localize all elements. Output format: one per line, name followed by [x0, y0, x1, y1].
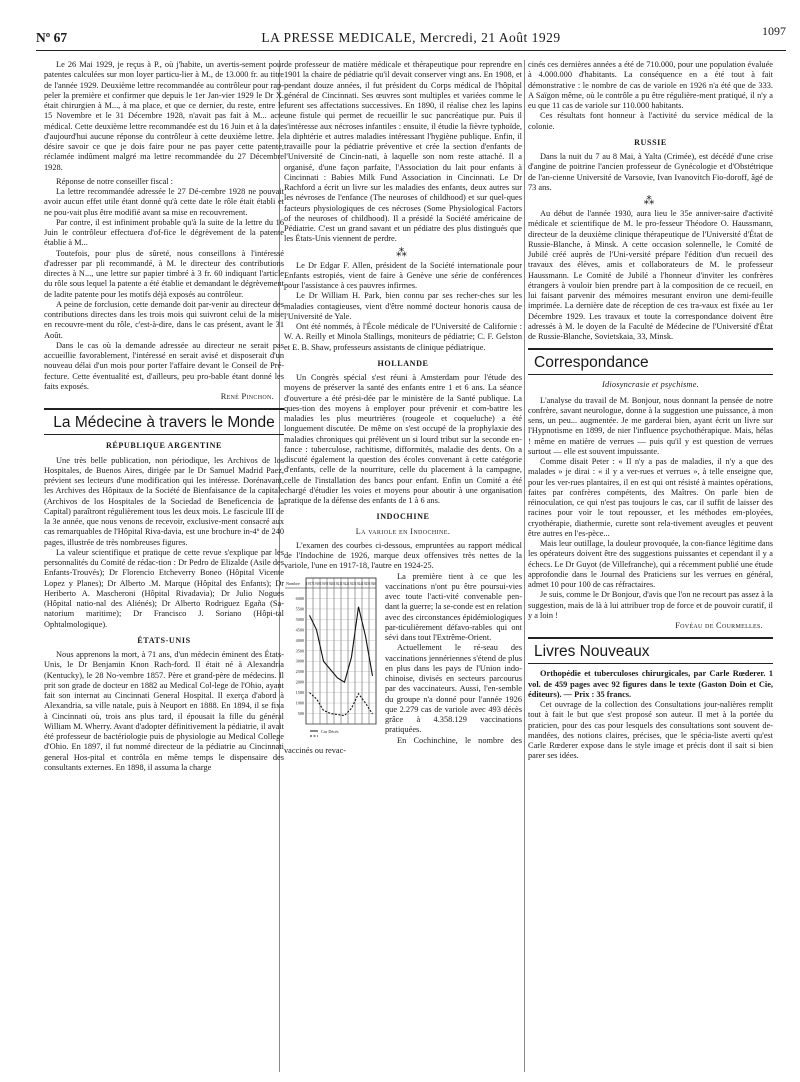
page-number: 1097: [762, 24, 786, 38]
column-2: [284, 60, 522, 756]
section-title-medecine-monde: La Médecine à travers le Monde: [44, 408, 284, 435]
paragraph: Cet ouvrage de la collection des Consultations jour-nalières remplit tout à fait le but que s'est proposé son auteur. Il met à la portée du praticien, pour des cas pour lesquels des consultations sont souvent de-mandées, des notions claires, précises, que le spécia-liste averti qu'est Carle Rœderer expose dans le style image et précis dont il sait si bien parer ses idées.: [528, 700, 773, 761]
book-entry: Orthopédie et tuberculoses chirurgicales, par Carle Rœderer. 1 vol. de 459 pages avec 92 figures dans le texte (Gaston Doin et Cie, éditeurs). — Prix : 35 francs.: [528, 669, 773, 699]
paragraph: L'analyse du travail de M. Bonjour, nous donnant la pensée de notre confrère, savant neurologue, donne à la suggestion une puissance, à mon sens, un peu... augmentée. Je me garderai bien, ayant écrit un livre sur l'Hypnotisme en 1899, de nier l'influence psychothérapique. Mais, hélas ! même en matière de verrues — puis qu'il y est question de verrues surtout — elle est souvent impuissante.: [528, 395, 773, 456]
chart-year-label: 1917: [305, 581, 314, 586]
chart-svg: [284, 574, 380, 742]
paragraph: La lettre recommandée adressée le 27 Dé-cembre 1928 ne pouvait avoir aucun effet utile étant donné qu'à cette date le rôle était établi et ne pou-vait plus être modifié avant sa mise en recouvrement.: [44, 187, 284, 217]
chart-year-label: 1920: [326, 581, 335, 586]
chart-year-label: 1924: [354, 581, 363, 586]
subsection-title: RÉPUBLIQUE ARGENTINE: [105, 441, 223, 451]
column-3: [528, 60, 773, 762]
paragraph: Réponse de notre conseiller fiscal :: [56, 176, 174, 186]
chart-tick-label: 4500: [295, 626, 304, 632]
paragraph: Mais leur outillage, la douleur provoquée, la con-fiance légitime dans les opérateurs doivent être des suggestions puissantes et cependant il y a échecs. Le Dr Guyot (de Villefranche), qui a récemment publié une étude approfondie dans le Journal des Praticiens sur les verrues en général, admet 10 pour 100 de cas réfractaires.: [528, 539, 773, 589]
paragraph: Au début de l'année 1930, aura lieu le 35e anniver-saire d'activité médicale et scientifique de M. le pro-fesseur Théodore O. Haussmann, directeur de la deuxième clinique thérapeutique de l'Université d'État de Russie-Blanche, à Minsk. A cette occasion solennelle, le Comité de Jubilé créé auprès de l'Uni-versité prépare l'édition d'un recueil des travaux des élèves, amis et collaborateurs de M. le professeur Haussmann. Le Comité de Jubilé a l'honneur d'inviter les confrères étrangers à vouloir bien prendre part à la composition de ce recueil, en lui faisant parvenir des mémoires mesurant environ une demi-feuille imprimée. La dernière date de réception de ces tra-vaux est fixée au 1er Décembre 1929. Les travaux et toute la correspondance doivent être adressés à M. le doyen de la Faculté de Médecine de l'Université d'État de Russie-Blanche, Sovietskaia, 33, Minsk.: [528, 209, 773, 341]
issue-number: Nº 67: [36, 30, 68, 45]
paragraph: Dans la nuit du 7 au 8 Mai, à Yalta (Crimée), est décédé d'une crise d'angine de poitrine l'ancien professeur de Gynécologie et d'Obstétrique de l'an-cienne Université de Varsovie, Ivan Ivanovitch Fio-doroff, âgé de 73 ans.: [528, 152, 773, 192]
chart-column-header: Nombre: [286, 580, 300, 586]
subsection-title: HOLLANDE: [377, 358, 429, 368]
chart-tick-label: 3500: [295, 647, 304, 653]
chart-year-label: 1926: [368, 581, 377, 586]
chart-tick-label: 1500: [295, 689, 304, 695]
paragraph: Ces résultats font honneur à l'activité du service médical de la colonie.: [528, 111, 773, 131]
paragraph: Toutefois, pour plus de sûreté, nous conseillons à l'intéressé d'adresser par pli recommandé, à M. le directeur des contributions directes à N..., une lettre sur papier timbré à 3 fr. 60 indiquant l'article du rôle sous lequel la patente a été établie et demandant le dégrèvement de ladite patente pour les motifs déjà exposés au contrôleur.: [44, 248, 284, 299]
chart-tick-label: 500: [297, 710, 304, 716]
chart-tick-label: 2500: [295, 668, 304, 674]
chart-year-label: 1919: [319, 581, 328, 586]
paragraph: Dans le cas où la demande adressée au directeur ne serait pas accueillie favorablement, l'intéressé en serait avisé et disposerait d'un nouveau délai d'un mois pour porter l'affaire devant le Conseil de Pré-fecture. Cette éventualité est, d'ailleurs, peu pro-bable étant donné les faits exposés.: [44, 340, 284, 391]
paragraph: Je suis, comme le Dr Bonjour, d'avis que l'on ne recourt pas assez à la suggestion, mais de là à lui attribuer trop de force et de pouvoir curatif, il y a loin !: [528, 590, 773, 620]
signature: René Pinchon.: [220, 392, 274, 401]
section-separator: ⁂: [396, 246, 410, 259]
chart-year-label: 1923: [347, 581, 356, 586]
paragraph: Nous apprenons la mort, à 71 ans, d'un médecin éminent des États-Unis, le Dr Benjamin Knon Rach-ford. Il était né à Alexandria (Kentucky), le 28 No-vembre 1857. Père et grand-père de médecins. Il prit son grade de docteur en 1882 au Medical Col-lege de l'Ohio, ayant fait son internat au Cincinnati General Hospital. Il exerça d'abord à Alexandria, sa ville natale, puis à Neuport en 1888. En 1894, il se fixa à Cincinnati où, trois ans plus tard, il épousait la fille du général William M. Wherry. Avant d'adopter définitivement la pédiatrie, il avait été professeur de bactériologie puis de physiologie au Medical College d'Ohio. En 1897, il fut nommé directeur de la pédiatrie au Cincinnati general Hos-pital et contrôla en même temps le dispensaire des consultants externes. En 1898, il assuma la charge: [44, 650, 284, 772]
paragraph: Le Dr Edgar F. Allen, président de la Société internationale pour Enfants estropiés, vient de faire à Genève une série de conférences pour l'assistance à ces pauvres infirmes.: [284, 260, 522, 290]
paragraph: de professeur de matière médicale et thérapeutique pour reprendre en 1901 la chaire de pédiatrie qu'il devait conserver vingt ans. En 1908, et pendant douze années, il fut président du Corps médical de l'hôpital général de Cincinnati. Ses œuvres sont multiples et variées comme le furent ses affectations successives. En 1890, il réalise chez les lapins une fistule qui permet de recueillir le suc pancréatique pur. Puis il s'intéresse aux nécroses infantiles : ensuite, il étudie la fièvre typhoïde, la diphtérie et autres maladies intéressant l'hygiène publique. Enfin, il travaille pour la pédiatrie préventive et crée la section d'enfants de l'Université de Cincin-nati, à laquelle son nom reste attaché. Il a organisé, d'une façon parfaite, l'Association du lait pour enfants à Cincinnati : Babies Milk Fund Association in Cincinnati. Le Dr Rachford a écrit un livre sur les maladies des enfants, deux autres sur les névroses de l'enfance (The neuroses of childhood) et sur quel-ques facteurs physiologiques de ces nécroses (Some Physiological Factors of the neuroses of childhood). Il a présidé la Société américaine de Pédiatrie. C'est un grand savant et un pédiatre des plus distingués que les États-Unis viennent de perdre.: [284, 60, 522, 244]
section-title-correspondance: Correspondance: [528, 348, 773, 375]
paragraph: Le Dr William H. Park, bien connu par ses recher-ches sur les maladies contagieuses, vient d'être nommé docteur honoris causa de l'Université de Yale.: [284, 291, 522, 321]
smallpox-chart: [284, 574, 380, 742]
article-subtitle: Idiosyncrasie et psychisme.: [602, 380, 699, 390]
journal-title: LA PRESSE MEDICALE, Mercredi, 21 Août 1929: [261, 30, 561, 45]
chart-tick-label: 2000: [295, 679, 304, 685]
chart-tick-label: 3000: [295, 658, 304, 664]
chart-tick-label: 5500: [295, 605, 304, 611]
chart-year-label: 1918: [312, 581, 321, 586]
subsection-subtitle: La variole en Indochine.: [355, 526, 451, 536]
paragraph: cinés ces dernières années a été de 710.000, pour une population évaluée à 4.000.000 d'habitants. La conséquence en a été tout à fait démonstrative : le nombre de cas de variole en 1926 n'a été que de 333. A Saïgon même, où le contrôle a pu être régulière-ment pratiqué, il n'y a eu que 11 cas de variole sur 110.000 habitants.: [528, 60, 773, 110]
subsection-title: RUSSIE: [634, 137, 667, 147]
paragraph: Comme disait Peter : « Il n'y a pas de maladies, il n'y a que des malades » je dirai : « il y a ver-rues et verrues », à telle enseigne que, pour les ver-rues plantaires, il en est qui ont résisté à maintes opérations, faites par confrères compétents, des Maîtres. On parle bien de réinoculation, ce qui n'est pas toujours le cas, car il suffit de laisser des racines pour voir le tout repousser, et les méthodes em-ployées, cryothérapie, diathermie, curette sont rela-tivement aveugles et peuvent être autres en l'es-pèce...: [528, 457, 773, 538]
chart-year-label: 1922: [340, 581, 349, 586]
subsection-title: ÉTATS-UNIS: [137, 635, 191, 645]
paragraph: Une très belle publication, non périodique, les Archivos de los Hospitales, de Buenos Aires, dirigée par le Dr Samuel Madrid Paez, prévient ses lecteurs d'une modification qui les intéresse. Dorénavant, les Archives des Hôpitaux de la Société de Bienfaisance de la capitale (Archivos de los Hospitales de la Sociedad de Beneficencia de la Capital) paraîtront régulièrement tous les deux mois. Le fascicule III de la 3e année, que nous venons de recevoir, exclusive-ment consacré aux cas remarquables de l'Hôpital Riva-davia, est une brochure in-4º de 240 pages, illustrée de très nombreuses figures.: [44, 455, 284, 547]
paragraph: Le 26 Mai 1929, je reçus à P., où j'habite, un avertis-sement pour patentes calculées sur mon loyer particu-lier à M., de 13.000 fr. au titre de l'année 1929. Deuxième lettre recommandée au contrôleur pour rap-peler la première et confirmer que depuis le 1er Jan-vier 1929 le Dr X. était chirurgien à M..., à ma place, et que ce dernier, du reste, entre le 15 Novembre et le 31 Décembre 1928, n'avait pas fait à M... acte médical. Cette deuxième lettre recommandée est du 16 Juin et à la date d'aujourd'hui aucune réponse du contrôleur à cette deuxième lettre. Je désire savoir ce que je dois faire pour ne pas payer cette patente, réclamée indûment malgré ma lettre recommandée du 27 Décembre 1928.: [44, 60, 284, 172]
column-1: [44, 60, 284, 773]
chart-tick-label: 1000: [295, 700, 304, 706]
column-divider: [524, 60, 525, 1072]
paragraph: L'examen des courbes ci-dessous, empruntées au rapport médical de l'Indochine de 1926, marque deux offensives très nettes de la variole, l'une en 1917-18, l'autre en 1924-25.: [284, 540, 522, 571]
paragraph: La première tient à ce que les vaccinations n'ont pu être poursui-vies avec toute l'acti-vité convenable pen-dant la guerre; la se-conde est en relation avec des circonstances épidémiologiques par-ticulièrement défavo-rables qui ont sévi dans tout l'Extrême-Orient.: [385, 571, 522, 642]
paragraph: Par contre, il est infiniment probable qu'à la suite de la lettre du 16 Juin le contrôleur effectuera d'of-fice le dégrèvement de la patente établie à M...: [44, 217, 284, 248]
section-title-livres: Livres Nouveaux: [528, 637, 773, 664]
masthead: [36, 24, 786, 48]
paragraph: A peine de forclusion, cette demande doit par-venir au directeur des contributions directes dans les trois mois qui suivront celui de la mise en recouvre-ment du rôle, c'est-à-dire, dans le cas présent, avant le 31 Août.: [44, 299, 284, 340]
chart-year-label: 1925: [361, 581, 370, 586]
chart-tick-label: 6000: [295, 595, 304, 601]
paragraph: En Cochinchine, le nombre des vaccinés ou revac-: [284, 735, 522, 755]
chart-tick-label: 5000: [295, 616, 304, 622]
paragraph: Actuellement le ré-seau des vaccinations jennériennes s'étend de plus en plus dans les pays de l'Union indo-chinoise, divisés en secteurs parcourus par des vaccinateurs. Aussi, l'en-semble du groupe n'a donné pour l'année 1926 que 2.279 cas de variole avec 493 décès grâce à 4.358.129 vaccinations pratiquées.: [385, 643, 522, 735]
chart-year-label: 1921: [333, 581, 342, 586]
chart-tick-label: 4000: [295, 637, 304, 643]
paragraph: Ont été nommés, à l'École médicale de l'Université de Californie : W. A. Reilly et Minola Stallings, moniteurs de pédiatrie; C. F. Gelston et E. B. Shaw, professeurs assistants de clinique pédiatrique.: [284, 322, 522, 352]
paragraph: La valeur scientifique et pratique de cette revue s'explique par les personnalités du Comité de rédac-tion : Dr Pedro de Elizalde (Asile des Enfants-Trouvés); Dr Florencio Etcheverry Boneo (Hôpital Vicente Lopez y Planes); Dr Alberto .M. Marque (Hôpital des Enfants); Dr Heriberto A. Mascheroni (Hôpital Rivadavia); Dr Julio Nogues (Hôpital natio-nal des Aliénés); Dr Alberto Rodriguez Egaña (Sa-natorium maritime); Dr Francisco J. Soriano (Hôpi-tal Ophtalmologique).: [44, 547, 284, 629]
chart-legend-label: Cas Décès: [321, 728, 339, 734]
subsection-title: INDOCHINE: [376, 512, 430, 522]
signature: Fovéau de Courmelles.: [675, 621, 763, 630]
header-rule: [36, 50, 786, 51]
section-separator: ⁂: [643, 195, 658, 207]
paragraph: Un Congrès spécial s'est réuni à Amsterdam pour l'étude des moyens de préserver la santé des enfants entre 1 et 6 ans. La séance d'ouverture a été prési-dée par le ministère de la Santé publique. La ques-tion des moyens à employer pour prévenir et com-battre les maladies les plus meurtrières (rougeole et coqueluche) a été longuement discutée. De même on s'est occupé de la prophylaxie des maladies chroniques qui prélèvent un si lourd tribut sur la seconde en-fance : tuberculose, rachitisme, difformités, maladie des dents. On a discuté également la question des écoles convenant à cette catégorie d'enfants, celle de la nourriture, celle du placement à la campagne, celle de l'installation des bancs pour enfant. Enfin un Comité a été chargé d'étudier les voies et moyens pour aboutir à une organisation pratique de la défense des enfants de 1 à 6 ans.: [284, 373, 522, 505]
